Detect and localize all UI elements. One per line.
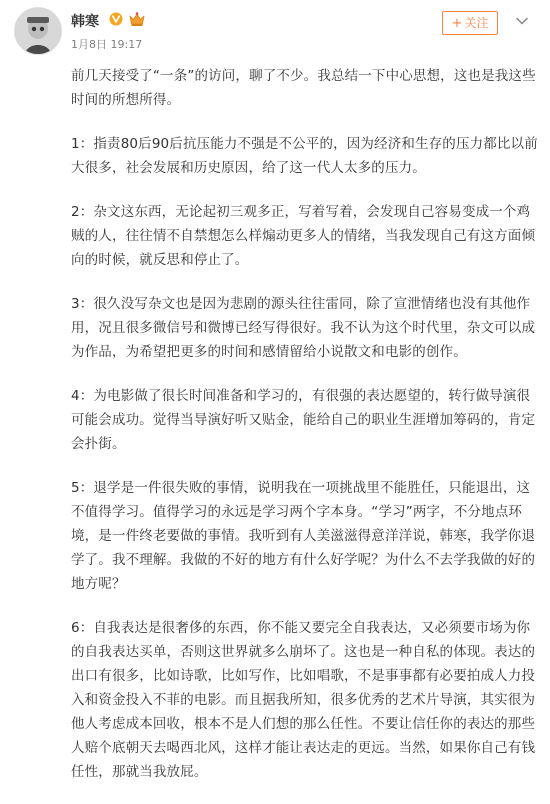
plus-icon: + — [451, 16, 463, 31]
verified-icon — [109, 12, 123, 26]
avatar[interactable] — [14, 7, 62, 55]
post-paragraph: 2：杂文这东西，无论起初三观多正，写着写着，会发现自己容易变成一个鸡贼的人，往往情不自禁想怎么样煽动更多人的情绪，当我发现自己有这方面倾向的时候，就反思和停止了。 — [71, 204, 536, 268]
post-paragraph: 5：退学是一件很失败的事情，说明我在一项挑战里不能胜任，只能退出，这不值得学习。值得学习的永远是学习两个字本身。“学习”两字，不分地点环境，是一件终老要做的事情。我听到有人美滋滋得意洋洋说，韩寒，我学你退学了。我不理解。我做的不好的地方有什么好学呢？为什么不去学我做的好的地方呢？ — [71, 480, 536, 592]
user-name[interactable]: 韩寒 — [71, 14, 99, 30]
post-paragraph: 1：指责80后90后抗压能力不强是不公平的，因为经济和生存的压力都比以前大很多，社会发展和历史原因，给了这一代人太多的压力。 — [71, 136, 538, 176]
post-content — [71, 64, 539, 804]
post-paragraph: 3：很久没写杂文也是因为悲剧的源头往往雷同，除了宣泄情绪也没有其他作用，况且很多微信号和微博已经写得很好。我不认为这个时代里，杂文可以成为作品，为希望把更多的时间和感情留给小说散文和电影的创作。 — [71, 296, 536, 360]
avatar-image — [15, 8, 61, 54]
post-header — [0, 0, 550, 58]
chevron-down-icon[interactable] — [516, 17, 528, 25]
crown-icon[interactable] — [128, 11, 146, 27]
follow-button[interactable] — [442, 11, 498, 35]
post-paragraph: 4：为电影做了很长时间准备和学习的，有很强的表达愿望的，转行做导演很可能会成功。觉得当导演好听又贴金，能给自己的职业生涯增加筹码的，肯定会扑街。 — [71, 388, 536, 452]
post-timestamp[interactable]: 1月8日 19:17 — [71, 38, 143, 51]
post-paragraph: 前几天接受了“一条”的访问，聊了不少。我总结一下中心思想，这也是我这些时间的所想所得。 — [71, 68, 536, 108]
post-paragraph: 6：自我表达是很奢侈的东西，你不能又要完全自我表达，又必须要市场为你的自我表达买单，否则这世界就多么崩坏了。这也是一种自私的体现。表达的出口有很多，比如诗歌，比如写作，比如唱歌，不是事事都有必要拍成人力投入和资金投入不菲的电影。而且据我所知，很多优秀的艺术片导演，其实很为他人考虑成本回收，根本不是人们想的那么任性。不要让信任你的表达的那些人赔个底朝天去喝西北风，这样才能让表达走的更远。当然，如果你自己有钱任性，那就当我放屁。 — [71, 620, 536, 780]
follow-label: 关注 — [464, 16, 489, 30]
